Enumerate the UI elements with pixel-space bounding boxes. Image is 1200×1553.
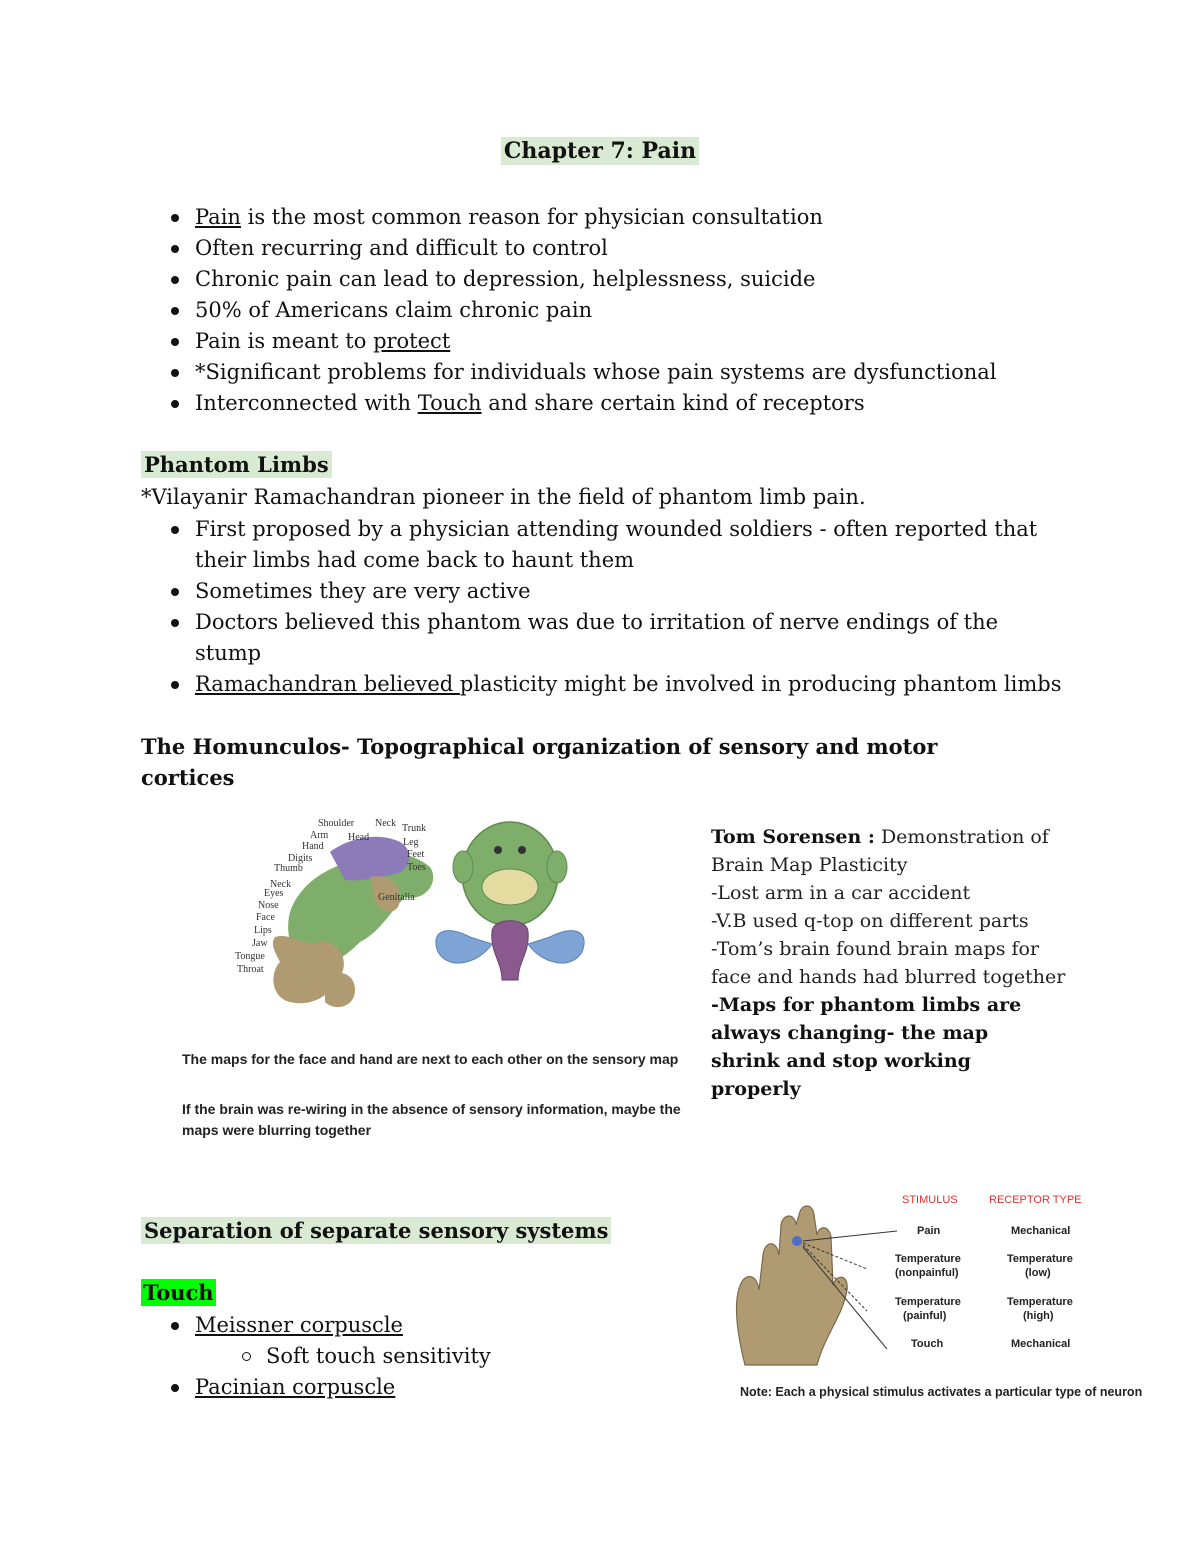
homunculus-figure: [230, 812, 610, 1017]
page-title: Chapter 7: Pain: [0, 138, 1200, 164]
homunculus-label: Jaw: [252, 938, 268, 949]
stimulus-header: STIMULUS: [902, 1194, 958, 1206]
homunculus-label: Face: [256, 912, 275, 923]
stimulus-label: Temperature: [895, 1296, 961, 1308]
stimulus-label: Pain: [917, 1225, 941, 1237]
cortex-tongue-region: [325, 973, 355, 1007]
homunculus-label: Leg: [403, 837, 419, 848]
stimulus-label: Temperature: [895, 1253, 961, 1265]
homunculus-label: Tongue: [235, 951, 265, 962]
list-item: Sometimes they are very active: [125, 576, 1125, 607]
list-item: Soft touch sensitivity: [125, 1341, 625, 1372]
stimulus-label: (nonpainful): [895, 1267, 959, 1279]
homunculus-label: Digits: [288, 853, 313, 864]
homunculus-body: [436, 822, 584, 980]
homunculus-label: Neck: [375, 818, 397, 829]
homunculus-label: Feet: [407, 849, 425, 860]
list-item: Pacinian corpuscle: [125, 1372, 625, 1403]
homunculus-label: Eyes: [264, 888, 284, 899]
receptor-label: (high): [1023, 1310, 1054, 1322]
homunculus-label: Lips: [254, 925, 272, 936]
receptor-header: RECEPTOR TYPE: [989, 1194, 1082, 1206]
list-item: Ramachandran believed plasticity might be involved in producing phantom limbs: [125, 669, 1125, 700]
homunculus-label: Arm: [310, 830, 329, 841]
hand-icon: [736, 1206, 847, 1365]
receptor-label: Mechanical: [1011, 1338, 1071, 1350]
receptor-label: (low): [1025, 1267, 1051, 1279]
homunculus-label: Throat: [237, 964, 264, 975]
homunculus-label: Trunk: [402, 823, 427, 834]
stimulus-label: (painful): [903, 1310, 947, 1322]
list-item: Interconnected with Touch and share certain kind of receptors: [125, 388, 1125, 419]
list-item: Chronic pain can lead to depression, helplessness, suicide: [125, 264, 1125, 295]
intro-bullet-list: [125, 202, 1125, 419]
homunculus-label: Toes: [407, 862, 426, 873]
homunculus-label: Neck: [270, 879, 292, 890]
phantom-note: *Vilayanir Ramachandran pioneer in the field of phantom limb pain.: [141, 485, 866, 509]
stimulus-label: Touch: [911, 1338, 944, 1350]
homunculus-label: Head: [348, 832, 370, 843]
receptor-label: Temperature: [1007, 1296, 1073, 1308]
homunculus-label: Shoulder: [318, 818, 355, 829]
receptor-label: Temperature: [1007, 1253, 1073, 1265]
receptor-figure-note: Note: Each a physical stimulus activates a particular type of neuron: [740, 1385, 1143, 1399]
list-item: Meissner corpuscle: [125, 1310, 625, 1341]
list-item: 50% of Americans claim chronic pain: [125, 295, 1125, 326]
receptor-figure: [725, 1185, 1125, 1405]
phantom-limbs-heading: Phantom Limbs: [141, 452, 332, 477]
touch-heading: Touch: [143, 1280, 214, 1305]
homunculus-caption-1: The maps for the face and hand are next to each other on the sensory map: [182, 1051, 679, 1067]
list-item: Doctors believed this phantom was due to irritation of nerve endings of the stump: [125, 607, 1125, 669]
stimulus-point: [792, 1236, 802, 1246]
homunculus-caption-2: If the brain was re-wiring in the absence of sensory information, maybe the maps were blurring together: [182, 1101, 681, 1138]
tom-sorensen-note: Tom Sorensen : Demonstration of Brain Map Plasticity -Lost arm in a car accident -V.B used q-top on different parts -Tom’s brain found brain maps for face and hands had blurred together -Maps for phantom limbs are always changing- the map shrink and stop working properly: [711, 826, 1066, 1100]
receptor-label: Mechanical: [1011, 1225, 1071, 1237]
homunculus-label: Genitalia: [378, 892, 415, 903]
separation-heading: Separation of separate sensory systems: [141, 1218, 611, 1243]
homunculus-heading: The Homunculos- Topographical organization of sensory and motor cortices: [141, 734, 938, 790]
touch-receptor-list: [125, 1310, 625, 1403]
list-item: Often recurring and difficult to control: [125, 233, 1125, 264]
list-item: First proposed by a physician attending wounded soldiers - often reported that their limbs had come back to haunt them: [125, 514, 1125, 576]
list-item: Pain is meant to protect: [125, 326, 1125, 357]
phantom-bullet-list: [125, 514, 1125, 700]
homunculus-label: Hand: [302, 841, 324, 852]
list-item: *Significant problems for individuals whose pain systems are dysfunctional: [125, 357, 1125, 388]
homunculus-label: Thumb: [274, 863, 303, 874]
homunculus-label: Nose: [258, 900, 279, 911]
list-item: Pain is the most common reason for physician consultation: [125, 202, 1125, 233]
